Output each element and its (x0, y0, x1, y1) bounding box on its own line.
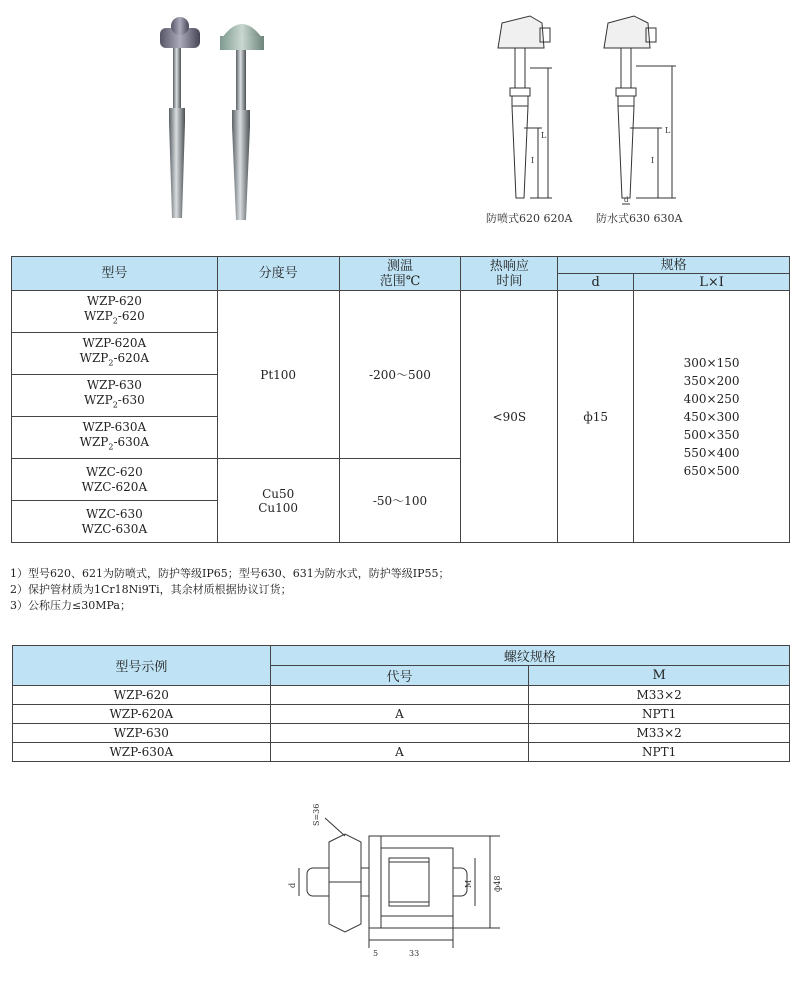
note-3: 3）公称压力≤30MPa； (10, 599, 131, 612)
table-row-model: WZP-630A (13, 743, 271, 762)
table-row-m: NPT1 (529, 705, 790, 724)
th-thread: 螺纹规格 (270, 646, 789, 666)
model-cell: WZC-620 WZC-620A (12, 459, 218, 501)
table-row-code: A (270, 705, 529, 724)
thermometer-630-photo (220, 24, 264, 220)
d-label: d (288, 882, 297, 888)
th-spec: 规格 (558, 257, 790, 274)
thread-table (12, 645, 790, 762)
dim-I-label-2: I (651, 156, 655, 165)
th-example: 型号示例 (13, 646, 271, 686)
phi48-label: ф48 (493, 875, 502, 892)
dimension-drawing (480, 8, 690, 208)
grad-pt100: Pt100 (217, 291, 339, 459)
th-m: M (529, 666, 790, 686)
model-cell: WZP-630A $WZP_2-630A$ (12, 417, 218, 459)
range-pt100: -200～500 (339, 291, 461, 459)
note-1: 1）型号620、621为防喷式，防护等级IP65；型号630、631为防水式，防护等级IP55； (10, 567, 450, 580)
spec-table (11, 256, 790, 543)
th-grad: 分度号 (217, 257, 339, 291)
fitting-drawing (285, 800, 525, 965)
model-cell: WZC-630 WZC-630A (12, 501, 218, 543)
model-cell: WZP-620 $WZP_2-620$ (12, 291, 218, 333)
d-value: ф15 (558, 291, 634, 543)
table-row-m: NPT1 (529, 743, 790, 762)
table-row-code: A (270, 743, 529, 762)
th-model: 型号 (12, 257, 218, 291)
th-lxi: L×I (634, 274, 790, 291)
dim-d-label: d (624, 196, 629, 204)
table-row-code (270, 724, 529, 743)
product-photo (150, 8, 290, 228)
dim-33-label: 33 (409, 949, 420, 958)
th-code: 代号 (270, 666, 529, 686)
lxi-values: 300×150 350×200 400×250 450×300 500×350 550×400 650×500 (634, 291, 790, 543)
dim-I-label: I (531, 156, 535, 165)
note-2: 2）保护管材质为1Cr18Ni9Ti，其余材质根据协议订货； (10, 583, 292, 596)
m-label: M (464, 879, 473, 888)
model-cell: WZP-630 $WZP_2-630$ (12, 375, 218, 417)
table-row-model: WZP-620 (13, 686, 271, 705)
thermometer-620-photo (160, 17, 200, 218)
caption-left: 防喷式620 620A (486, 212, 573, 225)
table-row-m: M33×2 (529, 686, 790, 705)
range-cu: -50～100 (339, 459, 461, 543)
dim-L-label-2: L (665, 126, 671, 135)
response-time: <90S (461, 291, 558, 543)
notes (10, 566, 449, 614)
table-row-model: WZP-620A (13, 705, 271, 724)
table-row-code (270, 686, 529, 705)
th-range: 测温 范围℃ (339, 257, 461, 291)
grad-cu: Cu50 Cu100 (217, 459, 339, 543)
caption-right: 防水式630 630A (596, 212, 683, 225)
table-row-model: WZP-630 (13, 724, 271, 743)
dim-L-label: L (541, 131, 547, 140)
th-response: 热响应 时间 (461, 257, 558, 291)
s-label: S=36 (312, 803, 321, 826)
table-row-m: M33×2 (529, 724, 790, 743)
th-d: d (558, 274, 634, 291)
dim-5-label: 5 (373, 949, 379, 958)
model-cell: WZP-620A $WZP_2-620A$ (12, 333, 218, 375)
